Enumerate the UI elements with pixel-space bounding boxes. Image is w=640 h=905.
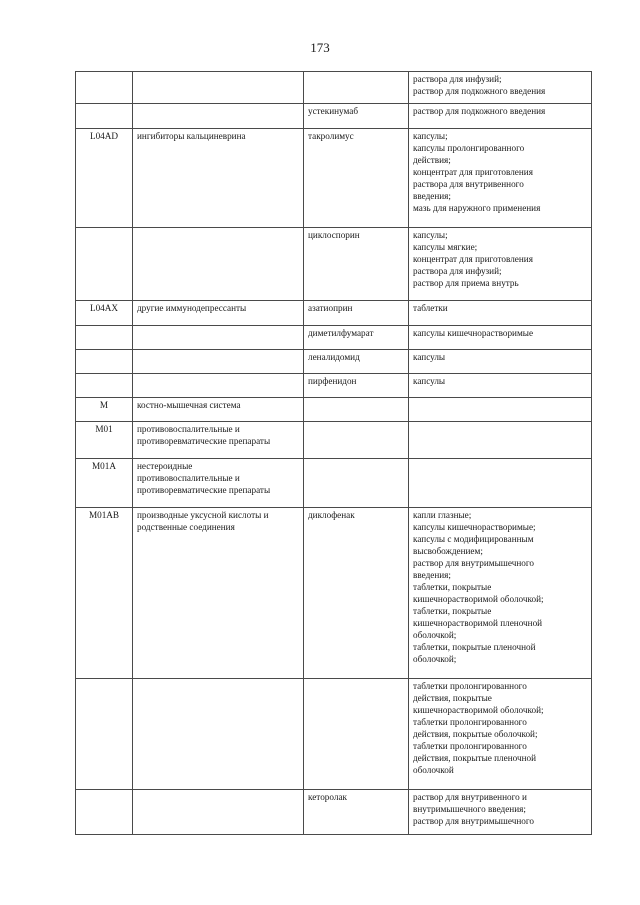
- group-name-cell: [133, 326, 304, 350]
- drug-name-cell: азатиоприн: [304, 301, 409, 326]
- group-name-cell: производные уксусной кислоты и родственные соединения: [133, 508, 304, 679]
- atc-code-cell: [76, 790, 133, 835]
- table-row: [76, 72, 592, 104]
- group-name-cell: ингибиторы кальциневрина: [133, 129, 304, 228]
- dosage-form-cell: таблетки: [409, 301, 592, 326]
- atc-code-cell: [76, 228, 133, 301]
- dosage-form-cell: капсулы кишечнорастворимые: [409, 326, 592, 350]
- table-row: [76, 459, 592, 508]
- drug-name-cell: диклофенак: [304, 508, 409, 679]
- atc-code-cell: [76, 350, 133, 374]
- drug-name-cell: такролимус: [304, 129, 409, 228]
- atc-code-cell: [76, 326, 133, 350]
- drug-name-cell: диметилфумарат: [304, 326, 409, 350]
- atc-code-cell: [76, 104, 133, 129]
- dosage-form-cell: раствора для инфузий; раствор для подкожного введения: [409, 72, 592, 104]
- atc-code-cell: M01A: [76, 459, 133, 508]
- drug-name-cell: [304, 459, 409, 508]
- table-row: [76, 679, 592, 790]
- group-name-cell: [133, 72, 304, 104]
- group-name-cell: [133, 679, 304, 790]
- drug-name-cell: леналидомид: [304, 350, 409, 374]
- drug-name-cell: устекинумаб: [304, 104, 409, 129]
- table-row: [76, 508, 592, 679]
- group-name-cell: нестероидные противовоспалительные и противоревматические препараты: [133, 459, 304, 508]
- drug-name-cell: пирфенидон: [304, 374, 409, 398]
- table-row: [76, 374, 592, 398]
- group-name-cell: [133, 228, 304, 301]
- dosage-form-cell: капли глазные; капсулы кишечнорастворимые; капсулы с модифицированным высвобождением; раствор для внутримышечного введения; таблетки, покрытые кишечнорастворимой оболочкой; таблетки, покрытые кишечнорастворимой пленочной оболочкой; таблетки, покрытые пленочной оболочкой;: [409, 508, 592, 679]
- atc-code-cell: M: [76, 398, 133, 422]
- drug-name-cell: [304, 679, 409, 790]
- atc-code-cell: M01AB: [76, 508, 133, 679]
- table-row: [76, 228, 592, 301]
- dosage-form-cell: [409, 459, 592, 508]
- dosage-form-cell: раствор для подкожного введения: [409, 104, 592, 129]
- dosage-form-cell: [409, 398, 592, 422]
- table-row: [76, 398, 592, 422]
- group-name-cell: [133, 790, 304, 835]
- drug-name-cell: [304, 422, 409, 459]
- group-name-cell: [133, 104, 304, 129]
- atc-code-cell: [76, 679, 133, 790]
- table-row: [76, 104, 592, 129]
- dosage-form-cell: капсулы: [409, 374, 592, 398]
- drug-name-cell: кеторолак: [304, 790, 409, 835]
- table-row: [76, 301, 592, 326]
- group-name-cell: [133, 350, 304, 374]
- drug-name-cell: [304, 398, 409, 422]
- group-name-cell: противовоспалительные и противоревматические препараты: [133, 422, 304, 459]
- atc-code-cell: [76, 72, 133, 104]
- dosage-form-cell: [409, 422, 592, 459]
- atc-code-cell: [76, 374, 133, 398]
- drug-name-cell: циклоспорин: [304, 228, 409, 301]
- table-row: [76, 350, 592, 374]
- table-row: [76, 422, 592, 459]
- dosage-form-cell: капсулы: [409, 350, 592, 374]
- dosage-form-cell: капсулы; капсулы пролонгированного действия; концентрат для приготовления раствора для внутривенного введения; мазь для наружного применения: [409, 129, 592, 228]
- atc-code-cell: L04AD: [76, 129, 133, 228]
- table-row: [76, 129, 592, 228]
- page-number: 173: [310, 40, 330, 55]
- table-row: [76, 790, 592, 835]
- drug-name-cell: [304, 72, 409, 104]
- dosage-form-cell: раствор для внутривенного и внутримышечного введения; раствор для внутримышечного: [409, 790, 592, 835]
- group-name-cell: костно-мышечная система: [133, 398, 304, 422]
- dosage-form-cell: капсулы; капсулы мягкие; концентрат для приготовления раствора для инфузий; раствор для приема внутрь: [409, 228, 592, 301]
- drug-table: [75, 71, 592, 835]
- group-name-cell: [133, 374, 304, 398]
- atc-code-cell: M01: [76, 422, 133, 459]
- dosage-form-cell: таблетки пролонгированного действия, покрытые кишечнорастворимой оболочкой; таблетки пролонгированного действия, покрытые оболочкой; таблетки пролонгированного действия, покрытые пленочной оболочкой: [409, 679, 592, 790]
- atc-code-cell: L04AX: [76, 301, 133, 326]
- table-row: [76, 326, 592, 350]
- group-name-cell: другие иммунодепрессанты: [133, 301, 304, 326]
